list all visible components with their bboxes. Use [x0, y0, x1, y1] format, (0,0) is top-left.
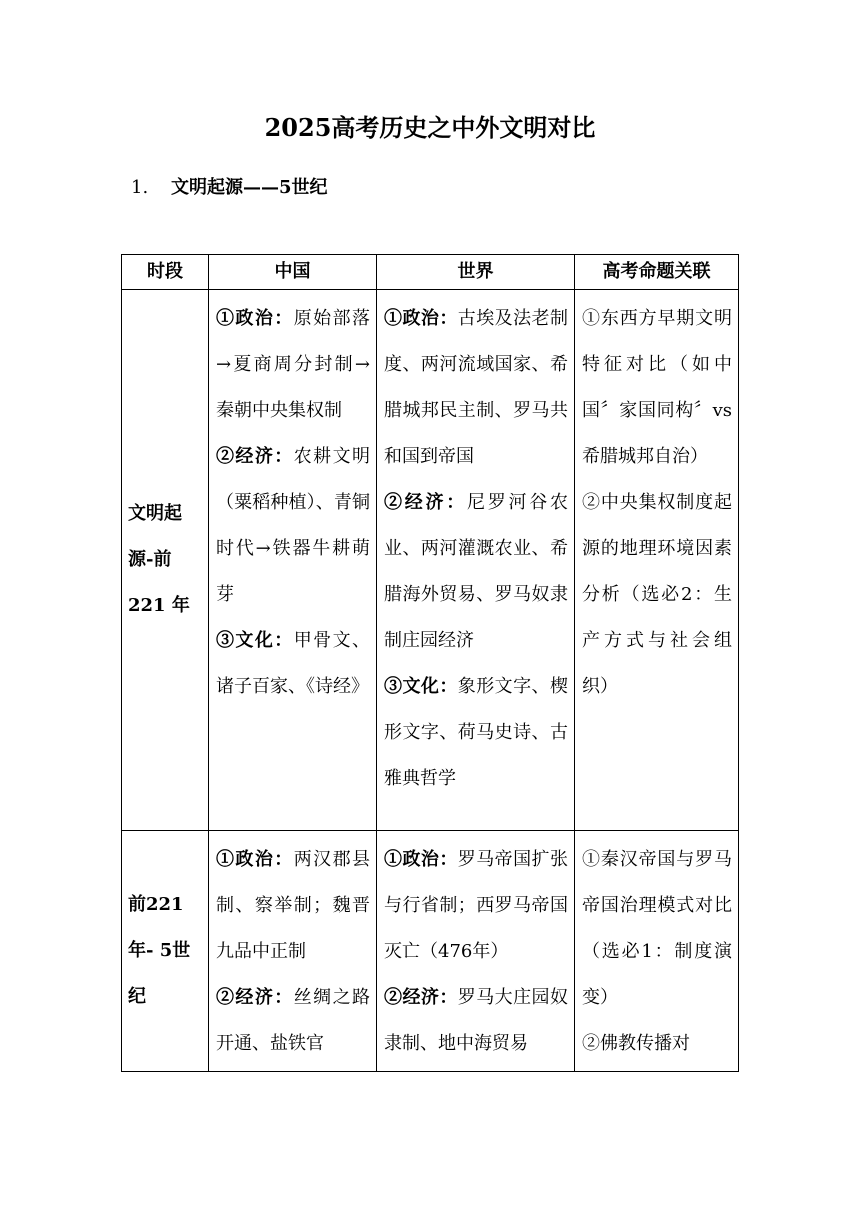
header-china: 中国 [209, 255, 377, 290]
china-item: ②经济：农耕文明（粟稻种植）、青铜时代→铁器牛耕萌芽 [216, 446, 371, 605]
exam-item: ②中央集权制度起源的地理环境因素分析（选必2：生产方式与社会组织） [582, 492, 732, 697]
exam-cell [575, 831, 739, 1072]
table-header-row [122, 255, 739, 290]
section-label: 文明起源——5世纪 [171, 177, 328, 198]
period-cell: 前221年- 5世纪 [122, 831, 209, 1072]
exam-item: ①秦汉帝国与罗马帝国治理模式对比（选必1：制度演变） [582, 849, 732, 1008]
table-row [122, 831, 739, 1072]
exam-item: ①东西方早期文明特征对比（如中国〞家国同构〞vs 希腊城邦自治） [582, 308, 732, 467]
world-item: ③文化：象形文字、楔形文字、荷马史诗、古雅典哲学 [384, 676, 569, 789]
china-item: ②经济：丝绸之路开通、盐铁官 [216, 987, 371, 1054]
china-cell [209, 290, 377, 831]
comparison-table [121, 254, 739, 1072]
section-heading [131, 175, 328, 201]
exam-item: ②佛教传播对 [582, 1033, 690, 1054]
china-cell [209, 831, 377, 1072]
section-number: 1. [131, 177, 149, 198]
world-item: ①政治：古埃及法老制度、两河流域国家、希腊城邦民主制、罗马共和国到帝国 [384, 308, 569, 467]
world-cell [377, 290, 575, 831]
china-item: ③文化：甲骨文、诸子百家、《诗经》 [216, 630, 371, 697]
world-item: ②经济：尼罗河谷农业、两河灌溉农业、希腊海外贸易、罗马奴隶制庄园经济 [384, 492, 568, 651]
exam-cell [575, 290, 739, 831]
china-item: ①政治：两汉郡县制、察举制；魏晋九品中正制 [216, 849, 371, 962]
world-item: ②经济：罗马大庄园奴隶制、地中海贸易 [384, 987, 569, 1054]
header-exam: 高考命题关联 [575, 255, 739, 290]
table-row [122, 290, 739, 831]
header-world: 世界 [377, 255, 575, 290]
period-cell: 文明起源-前221 年 [122, 290, 209, 831]
page-title: 2025高考历史之中外文明对比 [264, 113, 596, 142]
world-cell [377, 831, 575, 1072]
header-period: 时段 [122, 255, 209, 290]
china-item: ①政治：原始部落→夏商周分封制→秦朝中央集权制 [216, 308, 371, 421]
world-item: ①政治：罗马帝国扩张与行省制；西罗马帝国灭亡（476年） [384, 849, 569, 962]
